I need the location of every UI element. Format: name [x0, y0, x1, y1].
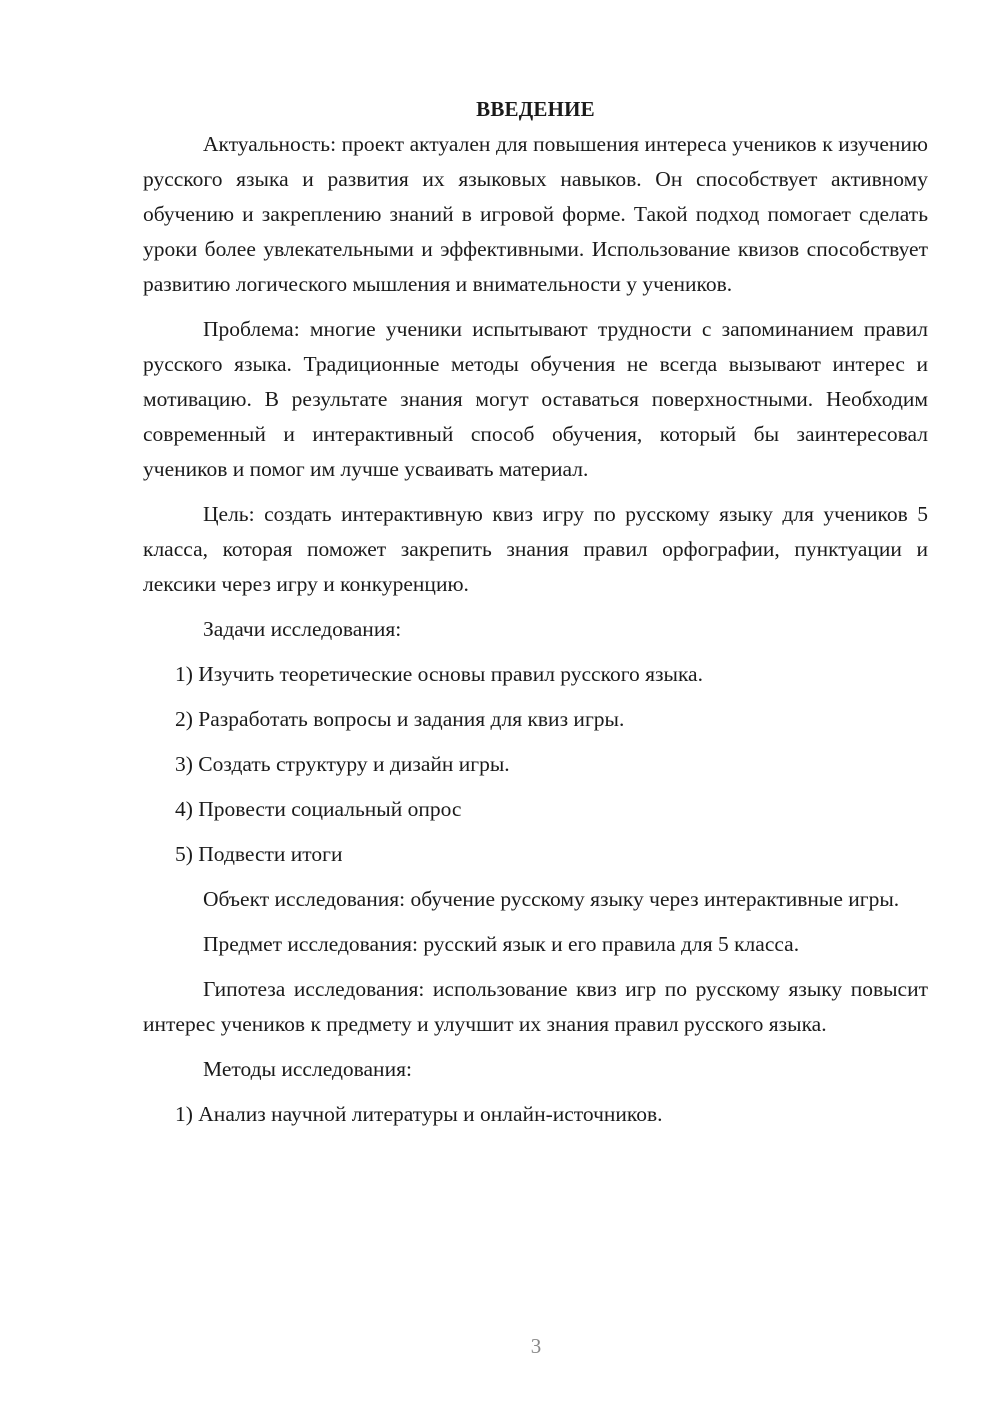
tasks-list	[143, 657, 928, 872]
list-item: 1) Изучить теоретические основы правил русского языка.	[175, 662, 703, 686]
list-item: 5) Подвести итоги	[175, 842, 343, 866]
subject-paragraph: Предмет исследования: русский язык и его правила для 5 класса.	[203, 932, 800, 956]
problem-paragraph: Проблема: многие ученики испытывают трудности с запоминанием правил русского языка. Традиционные методы обучения не всегда вызывают интерес и мотивацию. В результате знания могут оставаться поверхностными. Необходим современный и интерактивный способ обучения, который бы заинтересовал учеников и помог им лучше усваивать материал.	[143, 317, 928, 481]
list-item: 1) Анализ научной литературы и онлайн-источников.	[175, 1102, 663, 1126]
list-item: 4) Провести социальный опрос	[175, 797, 462, 821]
hypothesis-paragraph: Гипотеза исследования: использование квиз игр по русскому языку повысит интерес учеников к предмету и улучшит их знания правил русского языка.	[143, 977, 928, 1036]
tasks-heading: Задачи исследования:	[203, 617, 402, 641]
methods-heading: Методы исследования:	[203, 1057, 412, 1081]
relevance-paragraph: Актуальность: проект актуален для повышения интереса учеников к изучению русского языка и развития их языковых навыков. Он способствует активному обучению и закреплению знаний в игровой форме. Такой подход помогает сделать уроки более увлекательными и эффективными. Использование квизов способствует развитию логического мышления и внимательности у учеников.	[143, 132, 928, 296]
object-paragraph: Объект исследования: обучение русскому языку через интерактивные игры.	[203, 887, 900, 911]
list-item: 2) Разработать вопросы и задания для квиз игры.	[175, 707, 625, 731]
goal-paragraph: Цель: создать интерактивную квиз игру по русскому языку для учеников 5 класса, которая поможет закрепить знания правил орфографии, пунктуации и лексики через игру и конкуренцию.	[143, 502, 928, 596]
methods-list	[143, 1097, 928, 1132]
page-title: ВВЕДЕНИЕ	[476, 97, 595, 121]
page-number: 3	[530, 1334, 542, 1358]
list-item: 3) Создать структуру и дизайн игры.	[175, 752, 510, 776]
document-page	[143, 92, 928, 1142]
